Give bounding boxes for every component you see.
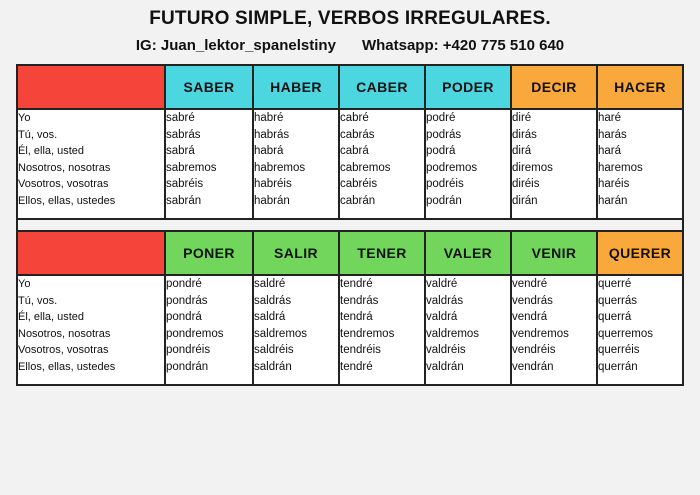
forms-saber (165, 109, 253, 219)
forms-querer (597, 275, 683, 385)
pronoun-tu: Tú, vos. (18, 128, 58, 141)
instagram-handle: IG: Juan_lektor_spanelstiny (135, 37, 336, 54)
pronoun-column-1 (17, 109, 165, 219)
form: sabrás (166, 128, 201, 141)
form: cabremos (340, 161, 391, 174)
form: podréis (426, 178, 464, 190)
form: valdremos (426, 327, 480, 340)
form: tendré (340, 278, 373, 290)
verb-header-querer[interactable]: QUERER (597, 231, 683, 275)
verb-header-valer[interactable]: VALER (425, 231, 511, 275)
form: cabrán (340, 194, 376, 207)
forms-salir (253, 275, 339, 385)
pronoun-ellos: Ellos, ellas, ustedes (18, 360, 116, 373)
pronoun-vosotros: Vosotros, vosotras (18, 344, 109, 356)
forms-venir (511, 275, 597, 385)
verb-header-saber[interactable]: SABER (165, 65, 253, 109)
verb-header-salir[interactable]: SALIR (253, 231, 339, 275)
form: cabré (340, 112, 369, 124)
forms-row-block-2 (17, 275, 683, 385)
forms-valer (425, 275, 511, 385)
form: pondrás (166, 294, 208, 307)
form: valdréis (426, 344, 466, 356)
form: podré (426, 112, 456, 124)
form: podrán (426, 194, 462, 207)
forms-haber (253, 109, 339, 219)
form: diremos (512, 161, 553, 174)
form: vendréis (512, 344, 556, 356)
form: saldremos (254, 327, 308, 340)
form: valdré (426, 278, 458, 290)
verb-header-hacer[interactable]: HACER (597, 65, 683, 109)
header-row-block-2 (17, 231, 683, 275)
form: podrá (426, 145, 456, 157)
form: haré (598, 112, 622, 124)
pronoun-tu: Tú, vos. (18, 294, 58, 307)
form: cabréis (340, 178, 378, 190)
forms-row-block-1 (17, 109, 683, 219)
verb-header-decir[interactable]: DECIR (511, 65, 597, 109)
form: sabréis (166, 178, 204, 190)
form: vendré (512, 278, 548, 290)
form: querrá (598, 311, 632, 323)
form: harás (598, 128, 627, 141)
header-blank-cell-1 (17, 65, 165, 109)
form: querrán (598, 360, 638, 373)
form: pondrán (166, 360, 209, 373)
forms-decir (511, 109, 597, 219)
form: querremos (598, 327, 653, 340)
pronoun-ellos: Ellos, ellas, ustedes (18, 194, 116, 207)
verb-header-venir[interactable]: VENIR (511, 231, 597, 275)
form: habrás (254, 128, 290, 141)
form: tendrá (340, 311, 373, 323)
form: haremos (598, 161, 643, 174)
form: saldrá (254, 311, 286, 323)
form: dirás (512, 128, 537, 141)
verb-header-caber[interactable]: CABER (339, 65, 425, 109)
form: diréis (512, 178, 540, 190)
form: haréis (598, 178, 630, 190)
form: habréis (254, 178, 292, 190)
form: pondrá (166, 311, 202, 323)
form: querrás (598, 294, 637, 307)
form: saldrán (254, 360, 292, 373)
pronoun-yo: Yo (18, 278, 31, 290)
verb-header-haber[interactable]: HABER (253, 65, 339, 109)
form: habrá (254, 145, 284, 157)
form: podrás (426, 128, 462, 141)
verb-header-poner[interactable]: PONER (165, 231, 253, 275)
form: pondré (166, 278, 202, 290)
form: valdrás (426, 294, 464, 307)
form: vendrán (512, 360, 554, 373)
form: pondréis (166, 344, 211, 356)
form: tendréis (340, 344, 381, 356)
pronoun-el: Él, ella, usted (18, 311, 85, 323)
conjugation-table (16, 64, 684, 386)
verb-header-poder[interactable]: PODER (425, 65, 511, 109)
forms-poner (165, 275, 253, 385)
pronoun-nosotros: Nosotros, nosotras (18, 161, 111, 174)
form: tendré (340, 360, 373, 373)
form: vendrás (512, 294, 553, 307)
form: sabrá (166, 145, 195, 157)
form: diré (512, 112, 532, 124)
table-spacer (17, 219, 683, 231)
form: sabremos (166, 161, 217, 174)
header-row-block-1 (17, 65, 683, 109)
form: sabrán (166, 194, 202, 207)
forms-tener (339, 275, 425, 385)
form: saldréis (254, 344, 294, 356)
form: cabrá (340, 145, 369, 157)
pronoun-vosotros: Vosotros, vosotras (18, 178, 109, 190)
form: saldrás (254, 294, 292, 307)
verb-header-tener[interactable]: TENER (339, 231, 425, 275)
pronoun-el: Él, ella, usted (18, 145, 85, 157)
whatsapp-number: Whatsapp: +420 775 510 640 (361, 37, 565, 54)
page-title: FUTURO SIMPLE, VERBOS IRREGULARES. (149, 8, 551, 29)
form: valdrá (426, 311, 458, 323)
form: vendrá (512, 311, 548, 323)
forms-hacer (597, 109, 683, 219)
form: saldré (254, 278, 286, 290)
forms-caber (339, 109, 425, 219)
form: tendrás (340, 294, 379, 307)
form: dirán (512, 194, 538, 207)
form: habré (254, 112, 284, 124)
contact-line (0, 30, 700, 54)
form: querréis (598, 344, 640, 356)
forms-poder (425, 109, 511, 219)
pronoun-yo: Yo (18, 112, 31, 124)
header-blank-cell-2 (17, 231, 165, 275)
tables-container (0, 64, 700, 386)
pronoun-column-2 (17, 275, 165, 385)
form: pondremos (166, 327, 224, 340)
form: habrán (254, 194, 290, 207)
form: harán (598, 194, 628, 207)
pronoun-nosotros: Nosotros, nosotras (18, 327, 111, 340)
form: dirá (512, 145, 532, 157)
form: sabré (166, 112, 195, 124)
form: cabrás (340, 128, 375, 141)
form: vendremos (512, 327, 569, 340)
form: hará (598, 145, 622, 157)
form: habremos (254, 161, 306, 174)
form: querré (598, 278, 632, 290)
form: podremos (426, 161, 478, 174)
form: valdrán (426, 360, 464, 373)
form: tendremos (340, 327, 395, 340)
